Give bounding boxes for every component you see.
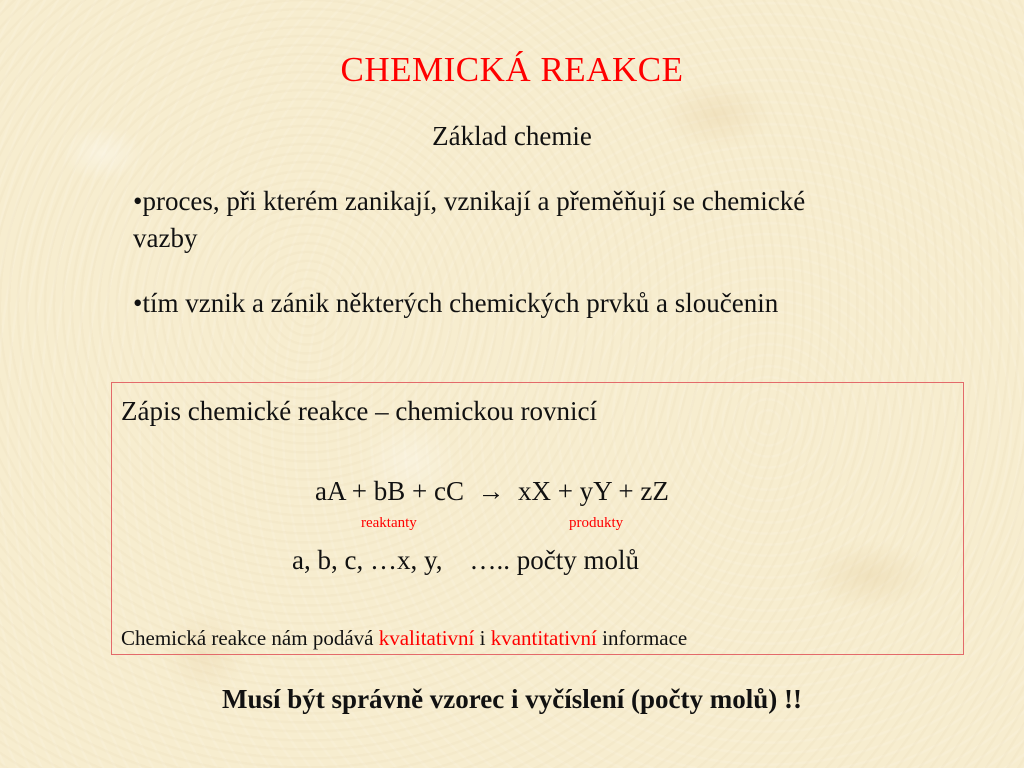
bullet-item: •tím vznik a zánik některých chemických prvků a sloučenin [133,288,779,318]
bottom-note: Musí být správně vzorec i vyčíslení (počty molů) !! [222,684,802,714]
slide-subtitle: Základ chemie [432,121,592,151]
summary-text: i [474,626,491,650]
chemical-equation: aA + bB + cC → xX + yY + zZ [315,476,669,506]
moles-line: a, b, c, …x, y, ….. počty molů [292,545,639,575]
summary-text: informace [596,626,688,650]
highlight-quantitative: kvantitativní [490,626,597,650]
equation-box [111,382,964,655]
bullet-item: •proces, při kterém zanikají, vznikají a přeměňují se chemické vazby [133,186,806,253]
summary-line [121,626,687,651]
summary-text: Chemická reakce nám podává [121,626,379,650]
box-heading: Zápis chemické reakce – chemickou rovnicí [121,396,598,426]
products-label: produkty [569,515,624,531]
highlight-qualitative: kvalitativní [378,626,475,650]
reactants-label: reaktanty [361,515,417,531]
slide-title: CHEMICKÁ REAKCE [340,50,684,89]
